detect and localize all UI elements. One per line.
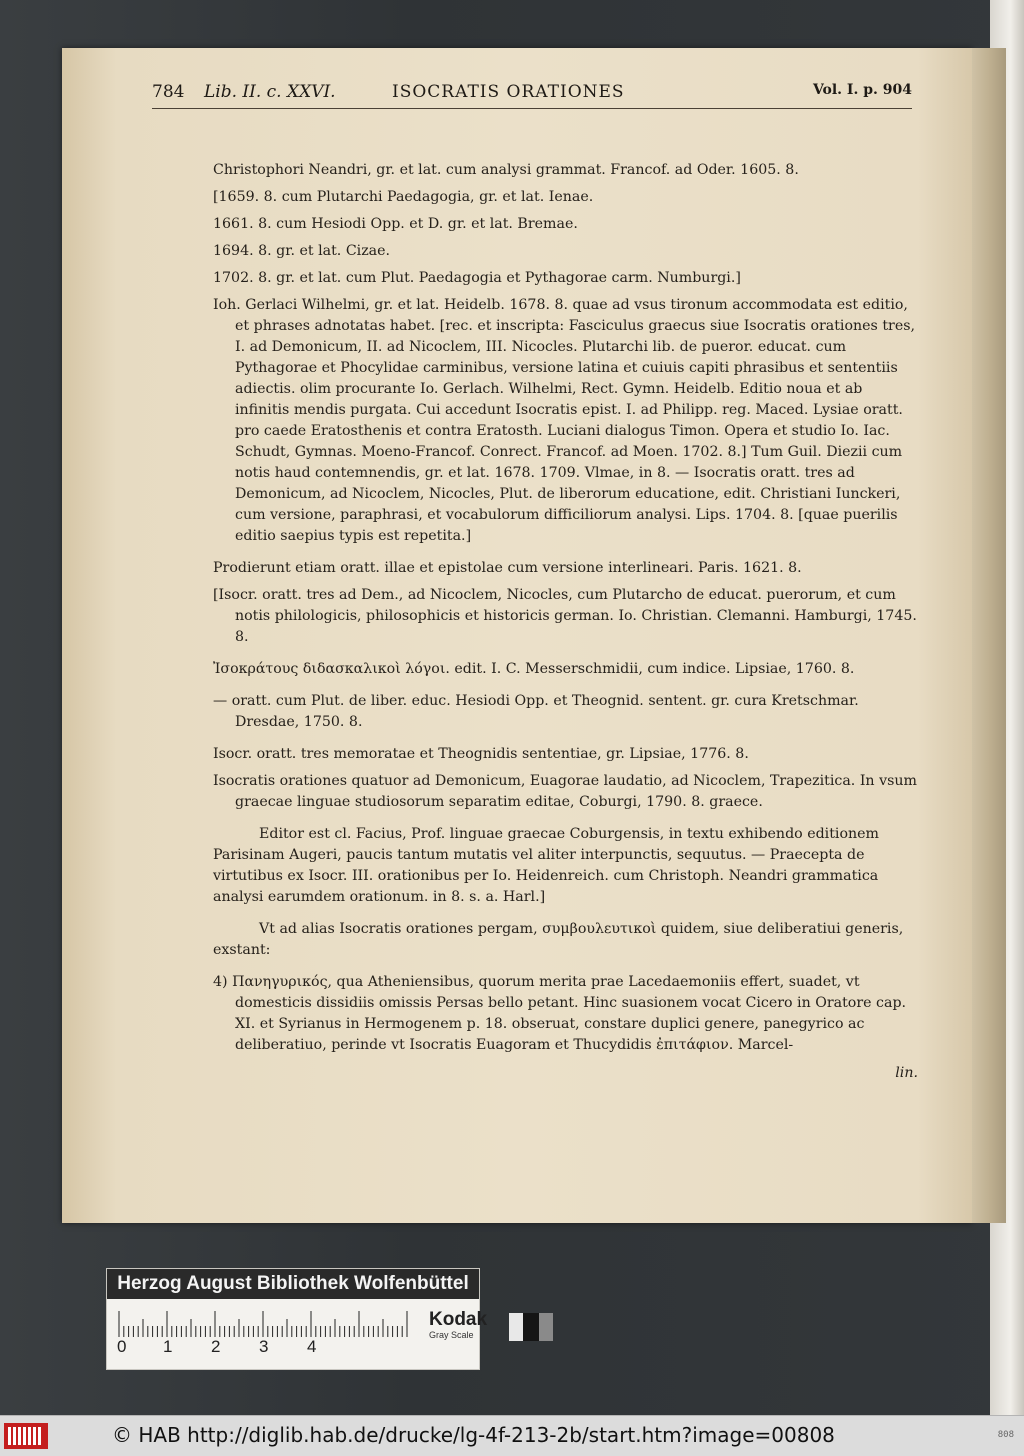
color-calibration-card xyxy=(106,1268,488,1370)
scale-number: 4 xyxy=(307,1337,317,1356)
page-fold-edge xyxy=(972,48,1006,1223)
paragraph: Prodierunt etiam oratt. illae et epistolae cum versione interlineari. Paris. 1621. 8. xyxy=(213,560,802,576)
paragraph: 1694. 8. gr. et lat. Cizae. xyxy=(213,243,391,259)
page-body xyxy=(213,160,918,1084)
running-title: ISOCRATIS ORATIONES xyxy=(392,82,625,102)
paragraph: [1659. 8. cum Plutarchi Paedagogia, gr. et lat. Ienae. xyxy=(213,189,594,205)
running-header xyxy=(152,80,912,109)
paragraph: Isocr. oratt. tres memoratae et Theognidis sententiae, gr. Lipsiae, 1776. 8. xyxy=(213,746,749,762)
scale-number: 1 xyxy=(163,1337,173,1356)
paragraph: Vt ad alias Isocratis orationes pergam, συμβουλευτικοὶ quidem, siue deliberatiui generis, exstant: xyxy=(213,921,904,958)
paragraph: Ἰσοκράτους διδασκαλικοὶ λόγοι. edit. I. C. Messerschmidii, cum indice. Lipsiae, 1760. 8. xyxy=(213,661,855,677)
paragraph: Christophori Neandri, gr. et lat. cum analysi grammat. Francof. ad Oder. 1605. 8. xyxy=(213,162,799,178)
scale-number: 2 xyxy=(211,1337,221,1356)
paragraph: Editor est cl. Facius, Prof. linguae graecae Coburgensis, in textu exhibendo editionem Parisinam Augeri, paucis tantum mutatis vel aliter interpunctis, sequutus. — Praecepta de virtutibus ex Isocr. III. orationibus per Io. Heidenreich. cum Christoph. Neandri grammatica analysi earumdem orationum. in 8. s. a. Harl.] xyxy=(213,826,879,905)
scale-number: 0 xyxy=(117,1337,127,1356)
paragraph: 1661. 8. cum Hesiodi Opp. et D. gr. et lat. Bremae. xyxy=(213,216,578,232)
paragraph: — oratt. cum Plut. de liber. educ. Hesiodi Opp. et Theognid. sentent. gr. cura Kretschmar. Dresdae, 1750. 8. xyxy=(213,693,859,730)
kodak-label xyxy=(429,1309,487,1340)
kodak-brand: Kodak xyxy=(429,1309,488,1330)
paragraph: Isocratis orationes quatuor ad Demonicum, Euagorae laudatio, ad Nicoclem, Trapezitica. In vsum graecae linguae studiosorum separatim editae, Coburgi, 1790. 8. graece. xyxy=(213,773,917,810)
image-number-mini: 808 xyxy=(997,1430,1014,1440)
volume-reference: Vol. I. p. 904 xyxy=(812,82,912,98)
book-reference: Lib. II. c. XXVI. xyxy=(204,82,336,102)
footer-bar xyxy=(0,1415,1024,1456)
scale-ruler xyxy=(117,1309,411,1337)
page-number: 784 xyxy=(152,82,185,102)
paragraph: Ioh. Gerlaci Wilhelmi, gr. et lat. Heidelb. 1678. 8. quae ad vsus tironum accommodata est editio, et phrases adnotatas habet. [rec. et inscripta: Fasciculus graecus siue Isocratis orationes tres, I. ad Demonicum, II. ad Nicoclem, III. Nicocles. Plutarchi lib. de pueror. educat. cum Pythagorae et Phocylidae carminibus, versione latina et cuiuis capiti phrasibus et sententiis adiectis. olim procurante Io. Gerlach. Wilhelmi, Rect. Gymn. Heidelb. Editio noua et ab infinitis mendis purgata. Cui accedunt Isocratis epist. I. ad Philipp. reg. Maced. Lysiae oratt. pro caede Eratosthenis et contra Eratosth. Luciani dialogus Timon. Opera et studio Io. Iac. Schudt, Gymnas. Moeno-Francof. Conrect. Francof. ad Moen. 1702. 8.] Tum Guil. Diezii cum notis haud contemnendis, gr. et lat. 1678. 1709. Vlmae, in 8. — Isocratis oratt. tres ad Demonicum, ad Nicoclem, Nicocles, Plut. de liberorum educatione, edit. Christiani Iunckeri, cum versione, paraphrasi, et vocabulorum difficiliorum analysi. Lips. 1704. 8. [quae puerilis editio saepius typis est repetita.] xyxy=(213,297,916,544)
paragraph: 4) Πανηγυρικός, qua Atheniensibus, quorum merita prae Lacedaemoniis effert, suadet, vt domesticis dissidiis omissis Persas bello petant. Hinc suasionem vocat Cicero in Oratore cap. XI. et Syrianus in Hermogenem p. 18. obseruat, constare duplici genere, panegyrico ac deliberatiuo, perinde vt Isocratis Euagoram et Thucydidis ἐπιτάφιον. Marcel- xyxy=(213,974,907,1053)
scale-numbers xyxy=(113,1337,413,1361)
catchword: lin. xyxy=(895,1065,918,1081)
paragraph: 1702. 8. gr. et lat. cum Plut. Paedagogia et Pythagorae carm. Numburgi.] xyxy=(213,270,741,286)
library-name: Herzog August Bibliothek Wolfenbüttel xyxy=(107,1269,479,1299)
gray-scale-patch xyxy=(509,1313,553,1341)
hab-logo-icon xyxy=(4,1423,48,1449)
scale-number: 3 xyxy=(259,1337,269,1356)
copyright-url: © HAB http://diglib.hab.de/drucke/lg-4f-213-2b/start.htm?image=00808 xyxy=(112,1423,835,1447)
paragraph: [Isocr. oratt. tres ad Dem., ad Nicoclem, Nicocles, cum Plutarcho de educat. puerorum, et cum notis philologicis, philosophicis et historicis german. Io. Christian. Clemanni. Hamburgi, 1745. 8. xyxy=(213,587,917,645)
kodak-subtitle: Gray Scale xyxy=(429,1330,474,1340)
